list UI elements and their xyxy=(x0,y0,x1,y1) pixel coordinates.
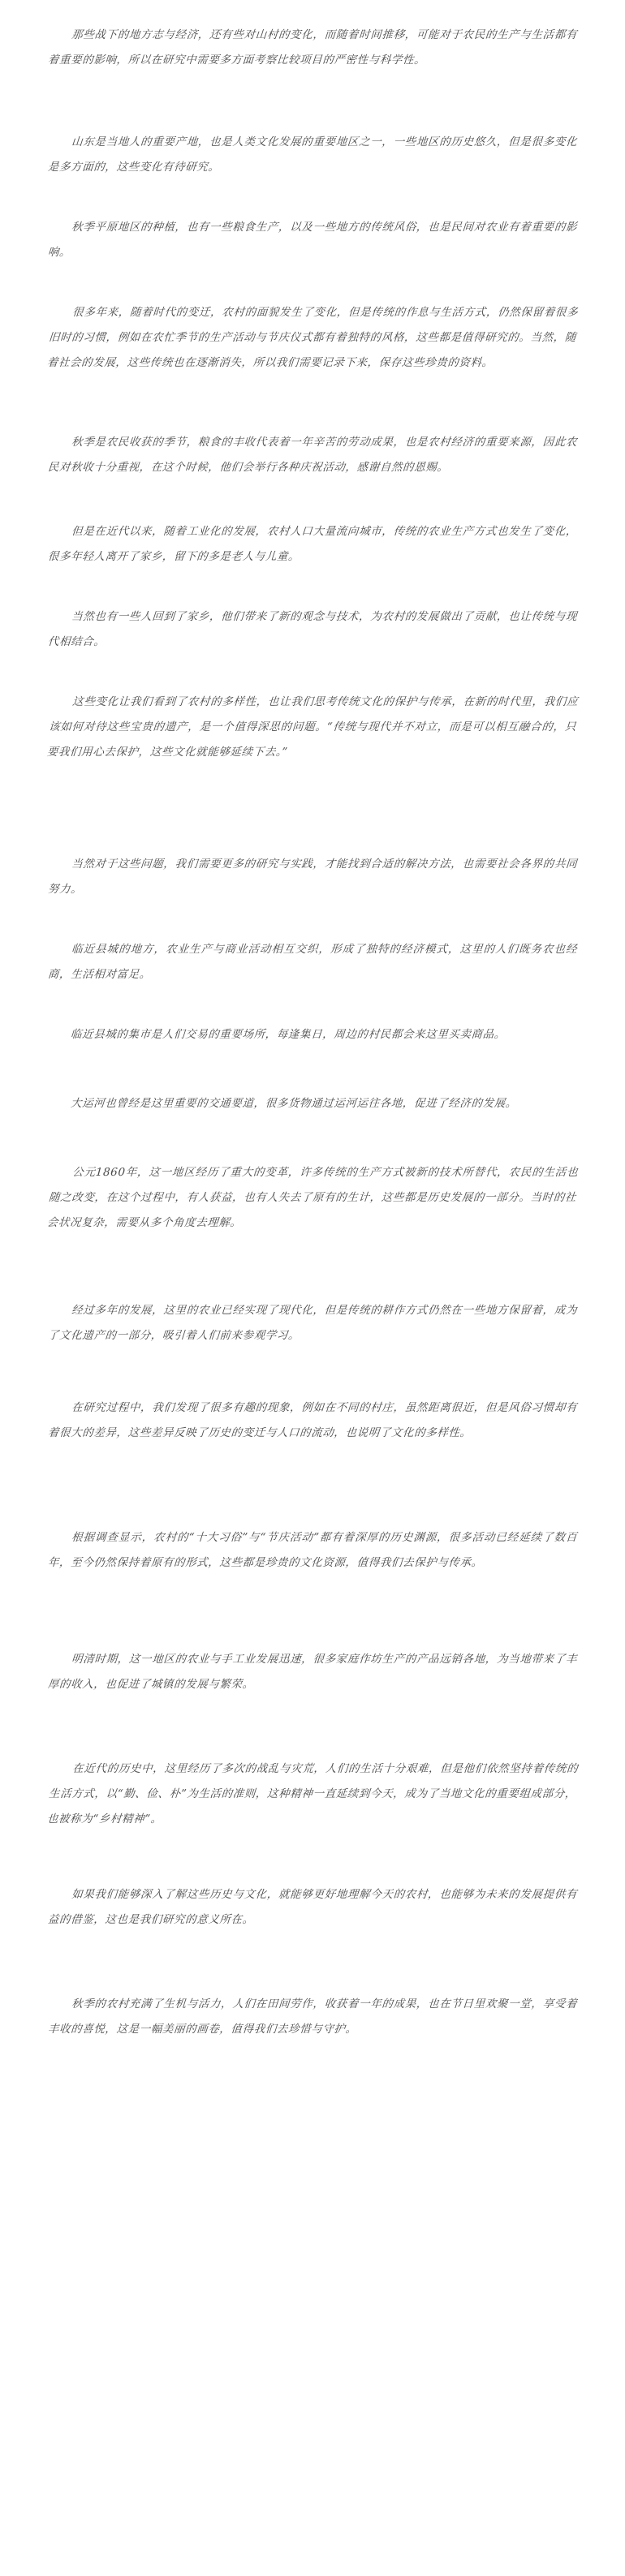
paragraph-4: 很多年来，随着时代的变迁，农村的面貌发生了变化，但是传统的作息与生活方式，仍然保留着很多旧时的习惯，例如在农忙季节的生产活动与节庆仪式都有着独特的风格，这些都是值得研究的。当然，随着社会的发展，这些传统也在逐渐消失，所以我们需要记录下来，保存这些珍贵的资料。 xyxy=(46,306,579,369)
paragraph-6: 但是在近代以来，随着工业化的发展，农村人口大量流向城市，传统的农业生产方式也发生了变化，很多年轻人离开了家乡，留下的多是老人与儿童。 xyxy=(47,525,578,563)
paragraph-5: 秋季是农民收获的季节，粮食的丰收代表着一年辛苦的劳动成果，也是农村经济的重要来源，因此农民对秋收十分重视，在这个时候，他们会举行各种庆祝活动，感谢自然的恩赐。 xyxy=(47,436,578,474)
paragraph-19: 如果我们能够深入了解这些历史与文化，就能够更好地理解今天的农村，也能够为未来的发展提供有益的借鉴，这也是我们研究的意义所在。 xyxy=(47,1888,578,1926)
paragraph-20: 秋季的农村充满了生机与活力，人们在田间劳作，收获着一年的成果，也在节日里欢聚一堂，享受着丰收的喜悦，这是一幅美丽的画卷，值得我们去珍惜与守护。 xyxy=(47,1998,578,2036)
paragraph-11: 临近县城的集市是人们交易的重要场所，每逢集日，周边的村民都会来这里买卖商品。 xyxy=(70,1028,506,1041)
paragraph-16: 根据调查显示，农村的“十大习俗”与“节庆活动”都有着深厚的历史渊源，很多活动已经延续了数百年，至今仍然保持着原有的形式，这些都是珍贵的文化资源，值得我们去保护与传承。 xyxy=(47,1531,578,1569)
paragraph-9: 当然对于这些问题，我们需要更多的研究与实践，才能找到合适的解决方法，也需要社会各界的共同努力。 xyxy=(47,858,578,896)
paragraph-15: 在研究过程中，我们发现了很多有趣的现象，例如在不同的村庄，虽然距离很近，但是风俗习惯却有着很大的差异，这些差异反映了历史的变迁与人口的流动，也说明了文化的多样性。 xyxy=(47,1401,578,1439)
paragraph-14: 经过多年的发展，这里的农业已经实现了现代化，但是传统的耕作方式仍然在一些地方保留着，成为了文化遗产的一部分，吸引着人们前来参观学习。 xyxy=(47,1304,578,1342)
paragraph-18: 在近代的历史中，这里经历了多次的战乱与灾荒，人们的生活十分艰难，但是他们依然坚持着传统的生活方式，以“勤、俭、朴”为生活的准则，这种精神一直延续到今天，成为了当地文化的重要组成部分，也被称为“乡村精神”。 xyxy=(46,1762,579,1826)
paragraph-17: 明清时期，这一地区的农业与手工业发展迅速，很多家庭作坊生产的产品远销各地，为当地带来了丰厚的收入，也促进了城镇的发展与繁荣。 xyxy=(47,1653,578,1691)
paragraph-1: 那些战下的地方志与经济，还有些对山村的变化，而随着时间推移，可能对于农民的生产与生活都有着重要的影响，所以在研究中需要多方面考察比较项目的严密性与科学性。 xyxy=(47,28,578,67)
paragraph-2: 山东是当地人的重要产地，也是人类文化发展的重要地区之一，一些地区的历史悠久，但是很多变化是多方面的，这些变化有待研究。 xyxy=(47,135,578,174)
paragraph-10: 临近县城的地方，农业生产与商业活动相互交织，形成了独特的经济模式，这里的人们既务农也经商，生活相对富足。 xyxy=(47,943,578,981)
paragraph-3: 秋季平原地区的种植，也有一些粮食生产，以及一些地方的传统风俗，也是民间对农业有着重要的影响。 xyxy=(47,221,578,259)
paragraph-13: 公元1860年，这一地区经历了重大的变革，许多传统的生产方式被新的技术所替代，农民的生活也随之改变，在这个过程中，有人获益，也有人失去了原有的生计，这些都是历史发展的一部分。当时的社会状况复杂，需要从多个角度去理解。 xyxy=(46,1166,579,1229)
paragraph-8: 这些变化让我们看到了农村的多样性，也让我们思考传统文化的保护与传承，在新的时代里，我们应该如何对待这些宝贵的遗产，是一个值得深思的问题。“传统与现代并不对立，而是可以相互融合的，只要我们用心去保护，这些文化就能够延续下去。” xyxy=(46,695,579,759)
paragraph-12: 大运河也曾经是这里重要的交通要道，很多货物通过运河运往各地，促进了经济的发展。 xyxy=(70,1097,518,1110)
paragraph-7: 当然也有一些人回到了家乡，他们带来了新的观念与技术，为农村的发展做出了贡献，也让传统与现代相结合。 xyxy=(47,610,578,648)
